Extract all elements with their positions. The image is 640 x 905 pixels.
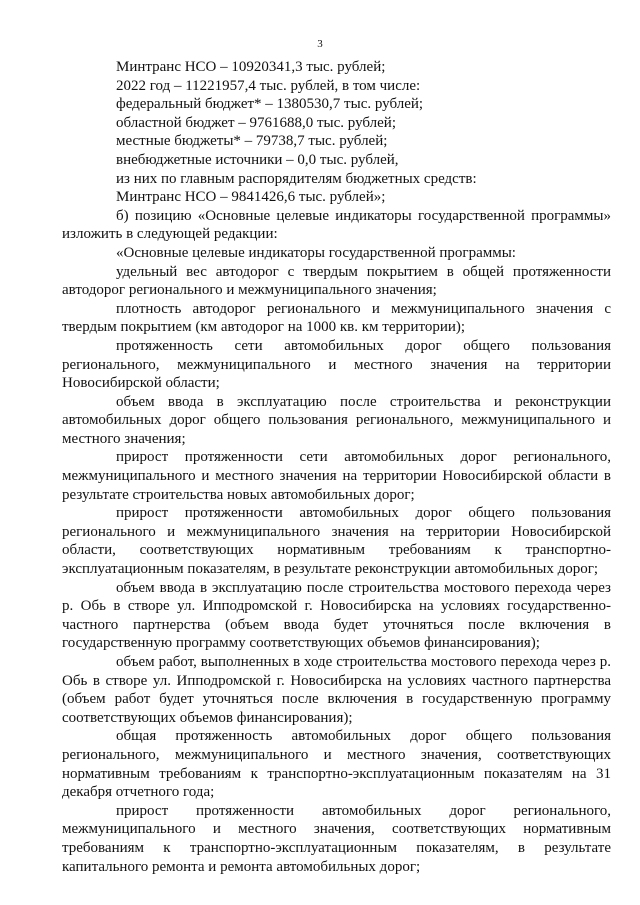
paragraph: общая протяженность автомобильных дорог общего пользования регионального, межмуниципального и местного значения, соответствующих нормативным требованиям к транспортно-эксплуатационным показателям на 31 декабря отчетного года; <box>62 728 611 801</box>
paragraph: из них по главным распорядителям бюджетных средств: <box>116 170 477 187</box>
paragraph: объем ввода в эксплуатацию после строительства мостового перехода через р. Обь в створе ул. Ипподромской г. Новосибирска на условиях государственно-частного партнерства (объем ввода будет уточняться после включения в государственную программу соответствующих объемов финансирования); <box>62 579 611 652</box>
paragraph: объем работ, выполненных в ходе строительства мостового перехода через р. Обь в створе ул. Ипподромской г. Новосибирска на условиях частного партнерства (объем работ будет уточняться после включения в государственную программу соответствующих объемов финансирования); <box>62 654 611 726</box>
paragraph: внебюджетные источники – 0,0 тыс. рублей, <box>116 151 399 168</box>
paragraph: местные бюджеты* – 79738,7 тыс. рублей; <box>116 133 388 150</box>
paragraph: Минтранс НСО – 10920341,3 тыс. рублей; <box>116 59 386 75</box>
document-body <box>62 58 611 876</box>
paragraph: 2022 год – 11221957,4 тыс. рублей, в том числе: <box>116 77 421 94</box>
paragraph: «Основные целевые индикаторы государственной программы: <box>116 244 516 261</box>
paragraph: прирост протяженности автомобильных дорог регионального, межмуниципального и местного значения, соответствующих нормативным требованиям к транспортно-эксплуатационным показателям, в результате капитального ремонта и ремонта автомобильных дорог; <box>62 802 611 875</box>
paragraph: протяженность сети автомобильных дорог общего пользования регионального, межмуниципального и местного значения на территории Новосибирской области; <box>62 337 611 392</box>
paragraph: федеральный бюджет* – 1380530,7 тыс. рублей; <box>116 96 424 113</box>
paragraph: прирост протяженности сети автомобильных дорог регионального, межмуниципального и местного значения на территории Новосибирской области в результате строительства новых автомобильных дорог; <box>62 449 611 503</box>
paragraph: б) позицию «Основные целевые индикаторы государственной программы» изложить в следующей редакции: <box>62 207 611 243</box>
paragraph: областной бюджет – 9761688,0 тыс. рублей; <box>116 114 396 131</box>
paragraph: плотность автодорог регионального и межмуниципального значения с твердым покрытием (км автодорог на 1000 кв. км территории); <box>62 300 611 336</box>
paragraph: Минтранс НСО – 9841426,6 тыс. рублей»; <box>116 189 386 206</box>
paragraph: удельный вес автодорог с твердым покрытием в общей протяженности автодорог регионального и межмуниципального значения; <box>62 263 611 299</box>
page-number: 3 <box>317 38 323 50</box>
paragraph: прирост протяженности автомобильных дорог общего пользования регионального и межмуниципального значения на территории Новосибирской области, соответствующих нормативным требованиям к транспортно-эксплуатационным показателям, в результате реконструкции автомобильных дорог; <box>62 505 611 578</box>
paragraph: объем ввода в эксплуатацию после строительства и реконструкции автомобильных дорог общего пользования регионального, межмуниципального и местного значения; <box>62 393 611 447</box>
